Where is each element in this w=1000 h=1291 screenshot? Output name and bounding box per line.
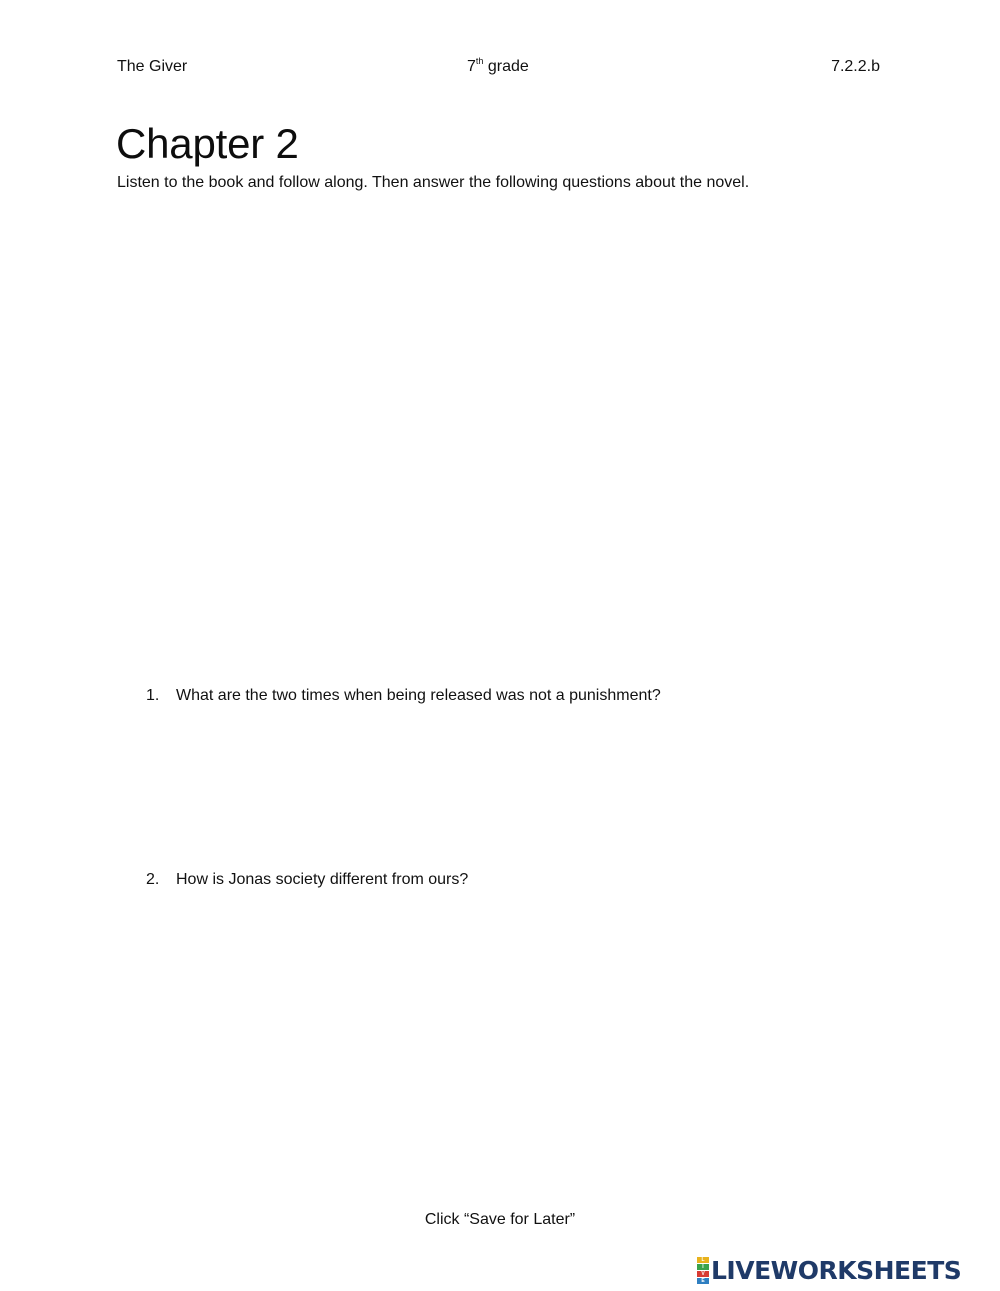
question-2 — [146, 871, 468, 889]
header-standard-code: 7.2.2.b — [831, 58, 880, 75]
save-for-later-note: Click “Save for Later” — [424, 1211, 576, 1228]
question-text: How is Jonas society different from ours? — [176, 871, 469, 888]
page-title: Chapter 2 — [116, 120, 299, 167]
header-book-title: The Giver — [117, 58, 188, 75]
logo-block-v: V — [697, 1271, 709, 1277]
instructions-text: Listen to the book and follow along. Then answer the following questions about the novel. — [117, 174, 750, 191]
question-number: 2. — [146, 871, 160, 888]
question-1 — [146, 687, 661, 705]
logo-block-i: I — [697, 1264, 709, 1270]
logo-block-e: E — [697, 1278, 709, 1284]
logo-block-l: L — [697, 1257, 709, 1263]
logo-text: LIVEWORKSHEETS — [711, 1255, 962, 1285]
question-number: 1. — [146, 687, 160, 704]
liveworksheets-logo[interactable] — [697, 1255, 961, 1285]
logo-blocks-icon — [697, 1257, 709, 1284]
page-header — [117, 55, 880, 82]
question-text: What are the two times when being released was not a punishment? — [176, 687, 661, 704]
header-grade: 7th grade — [467, 55, 529, 75]
